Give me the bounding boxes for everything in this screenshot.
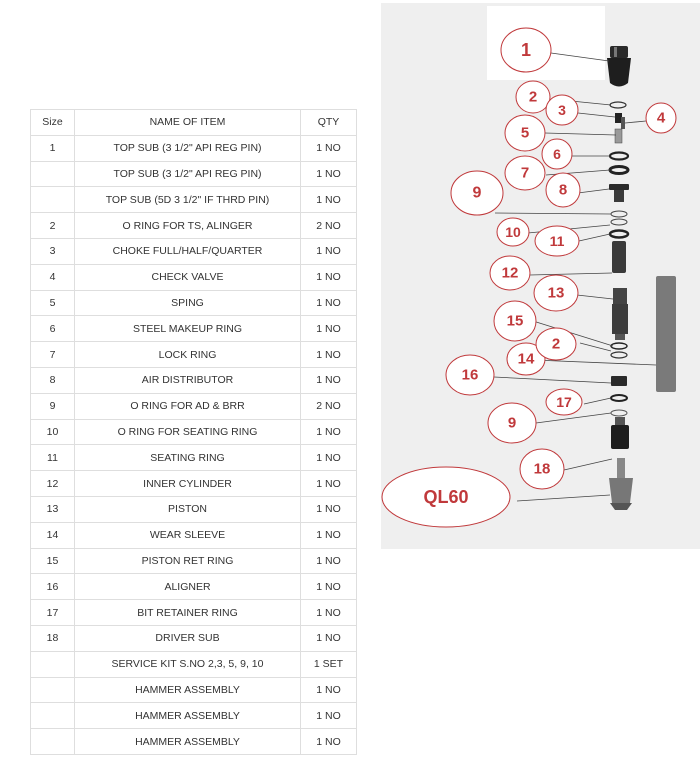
callout-label: 9 bbox=[507, 414, 517, 432]
cell-name: O RING FOR SEATING RING bbox=[75, 419, 301, 445]
part-4-check-valve bbox=[621, 117, 625, 129]
part-1-top-sub bbox=[607, 46, 631, 87]
callout-label: 17 bbox=[556, 394, 572, 410]
cell-name: DRIVER SUB bbox=[75, 625, 301, 651]
cell-name: HAMMER ASSEMBLY bbox=[75, 729, 301, 755]
part-13-piston bbox=[612, 288, 628, 340]
table-row bbox=[31, 625, 357, 651]
cell-size: 18 bbox=[31, 625, 75, 651]
cell-size: 7 bbox=[31, 342, 75, 368]
cell-qty: 1 NO bbox=[301, 238, 357, 264]
parts-table bbox=[30, 109, 357, 755]
part-15-piston-ret-ring bbox=[611, 343, 627, 349]
table-row bbox=[31, 342, 357, 368]
cell-qty: 1 NO bbox=[301, 625, 357, 651]
cell-qty: 1 NO bbox=[301, 574, 357, 600]
cell-qty: 1 NO bbox=[301, 548, 357, 574]
cell-qty: 2 NO bbox=[301, 213, 357, 239]
table-row bbox=[31, 496, 357, 522]
cell-name: INNER CYLINDER bbox=[75, 471, 301, 497]
table-row bbox=[31, 135, 357, 161]
part-12-inner-cylinder bbox=[612, 241, 626, 273]
part-11-seating-ring bbox=[610, 231, 628, 238]
table-row bbox=[31, 703, 357, 729]
table-row bbox=[31, 238, 357, 264]
part-bit bbox=[609, 458, 633, 510]
cell-qty: 1 NO bbox=[301, 522, 357, 548]
cell-name: LOCK RING bbox=[75, 342, 301, 368]
cell-name: CHOKE FULL/HALF/QUARTER bbox=[75, 238, 301, 264]
cell-name: SEATING RING bbox=[75, 445, 301, 471]
callout-label: 7 bbox=[520, 164, 530, 182]
table-row bbox=[31, 161, 357, 187]
table-row bbox=[31, 445, 357, 471]
cell-name: WEAR SLEEVE bbox=[75, 522, 301, 548]
cell-name: TOP SUB (3 1/2" API REG PIN) bbox=[75, 135, 301, 161]
callout-label: 13 bbox=[547, 284, 565, 302]
cell-size bbox=[31, 729, 75, 755]
cell-qty: 1 NO bbox=[301, 471, 357, 497]
cell-size: 2 bbox=[31, 213, 75, 239]
cell-qty: 1 NO bbox=[301, 187, 357, 213]
callout-label: 1 bbox=[520, 40, 532, 60]
part-9-o-ring bbox=[611, 211, 627, 217]
cell-size: 17 bbox=[31, 600, 75, 626]
cell-qty: 1 NO bbox=[301, 264, 357, 290]
part-18-driver-sub bbox=[611, 417, 629, 449]
callout-label: QL60 bbox=[423, 487, 469, 507]
table-row bbox=[31, 367, 357, 393]
cell-name: AIR DISTRIBUTOR bbox=[75, 367, 301, 393]
part-5-spring bbox=[615, 129, 622, 143]
table-row bbox=[31, 419, 357, 445]
cell-qty: 1 NO bbox=[301, 729, 357, 755]
callout-label: 9 bbox=[472, 184, 482, 202]
cell-qty: 2 NO bbox=[301, 393, 357, 419]
header-size: Size bbox=[31, 110, 75, 136]
cell-name: TOP SUB (3 1/2" API REG PIN) bbox=[75, 161, 301, 187]
part-3-choke bbox=[615, 113, 622, 123]
cell-qty: 1 NO bbox=[301, 316, 357, 342]
part-17-bit-retainer-ring bbox=[611, 395, 627, 401]
header-qty: QTY bbox=[301, 110, 357, 136]
cell-qty: 1 NO bbox=[301, 677, 357, 703]
callout-label: 14 bbox=[517, 350, 535, 368]
cell-size: 15 bbox=[31, 548, 75, 574]
cell-name: PISTON RET RING bbox=[75, 548, 301, 574]
table-row bbox=[31, 574, 357, 600]
part-14-wear-sleeve bbox=[656, 276, 676, 392]
callout-label: 6 bbox=[553, 146, 561, 162]
cell-size: 8 bbox=[31, 367, 75, 393]
cell-size: 12 bbox=[31, 471, 75, 497]
cell-qty: 1 NO bbox=[301, 290, 357, 316]
callouts bbox=[382, 28, 676, 527]
cell-size: 1 bbox=[31, 135, 75, 161]
table-row bbox=[31, 471, 357, 497]
part-9-o-ring-lower bbox=[611, 410, 627, 416]
cell-name: O RING FOR TS, ALINGER bbox=[75, 213, 301, 239]
part-10-o-ring bbox=[611, 219, 627, 225]
callout-label: 5 bbox=[520, 124, 530, 142]
cell-name: PISTON bbox=[75, 496, 301, 522]
part-8-air-distributor bbox=[609, 184, 629, 202]
cell-name: O RING FOR AD & BRR bbox=[75, 393, 301, 419]
table-body bbox=[31, 135, 357, 754]
cell-size bbox=[31, 161, 75, 187]
cell-size: 5 bbox=[31, 290, 75, 316]
cell-qty: 1 NO bbox=[301, 419, 357, 445]
table-row bbox=[31, 548, 357, 574]
cell-name: BIT RETAINER RING bbox=[75, 600, 301, 626]
cell-name: ALIGNER bbox=[75, 574, 301, 600]
cell-size: 10 bbox=[31, 419, 75, 445]
callout-label: 10 bbox=[505, 224, 521, 240]
part-2-o-ring bbox=[610, 102, 626, 108]
cell-size: 16 bbox=[31, 574, 75, 600]
cell-name: STEEL MAKEUP RING bbox=[75, 316, 301, 342]
exploded-diagram bbox=[381, 3, 700, 549]
cell-qty: 1 NO bbox=[301, 135, 357, 161]
table-header-row bbox=[31, 110, 357, 136]
part-6-steel-makeup-ring bbox=[610, 153, 628, 160]
cell-name: CHECK VALVE bbox=[75, 264, 301, 290]
cell-size bbox=[31, 187, 75, 213]
cell-qty: 1 NO bbox=[301, 445, 357, 471]
cell-qty: 1 NO bbox=[301, 496, 357, 522]
callout-label: 4 bbox=[656, 109, 666, 127]
cell-size: 3 bbox=[31, 238, 75, 264]
table-row bbox=[31, 187, 357, 213]
cell-qty: 1 NO bbox=[301, 703, 357, 729]
cell-size: 9 bbox=[31, 393, 75, 419]
cell-size bbox=[31, 651, 75, 677]
callout-label: 18 bbox=[533, 460, 551, 478]
callout-label: 15 bbox=[506, 312, 524, 330]
table-row bbox=[31, 264, 357, 290]
part-16-aligner bbox=[611, 376, 627, 386]
cell-size: 4 bbox=[31, 264, 75, 290]
diagram-svg bbox=[381, 3, 700, 549]
callout-label: 11 bbox=[549, 233, 565, 249]
table-row bbox=[31, 651, 357, 677]
table-row bbox=[31, 729, 357, 755]
cell-size bbox=[31, 677, 75, 703]
cell-qty: 1 SET bbox=[301, 651, 357, 677]
cell-size bbox=[31, 703, 75, 729]
header-name-of-item: NAME OF ITEM bbox=[75, 110, 301, 136]
table-row bbox=[31, 677, 357, 703]
callout-label: 8 bbox=[558, 181, 568, 199]
table-row bbox=[31, 213, 357, 239]
cell-size: 11 bbox=[31, 445, 75, 471]
cell-qty: 1 NO bbox=[301, 342, 357, 368]
table-row bbox=[31, 290, 357, 316]
table-row bbox=[31, 522, 357, 548]
callout-label: 3 bbox=[558, 102, 566, 118]
table-row bbox=[31, 316, 357, 342]
cell-name: TOP SUB (5D 3 1/2" IF THRD PIN) bbox=[75, 187, 301, 213]
cell-size: 13 bbox=[31, 496, 75, 522]
cell-qty: 1 NO bbox=[301, 600, 357, 626]
cell-name: HAMMER ASSEMBLY bbox=[75, 677, 301, 703]
table-row bbox=[31, 600, 357, 626]
part-7-lock-ring bbox=[610, 167, 628, 174]
part-2-o-ring-lower bbox=[611, 352, 627, 358]
cell-name: HAMMER ASSEMBLY bbox=[75, 703, 301, 729]
callout-label: 16 bbox=[461, 366, 479, 384]
cell-qty: 1 NO bbox=[301, 161, 357, 187]
callout-label: 2 bbox=[528, 88, 538, 106]
cell-name: SERVICE KIT S.NO 2,3, 5, 9, 10 bbox=[75, 651, 301, 677]
cell-size: 14 bbox=[31, 522, 75, 548]
cell-size: 6 bbox=[31, 316, 75, 342]
cell-qty: 1 NO bbox=[301, 367, 357, 393]
callout-label: 12 bbox=[501, 264, 519, 282]
table-row bbox=[31, 393, 357, 419]
cell-name: SPING bbox=[75, 290, 301, 316]
callout-label: 2 bbox=[551, 335, 561, 353]
